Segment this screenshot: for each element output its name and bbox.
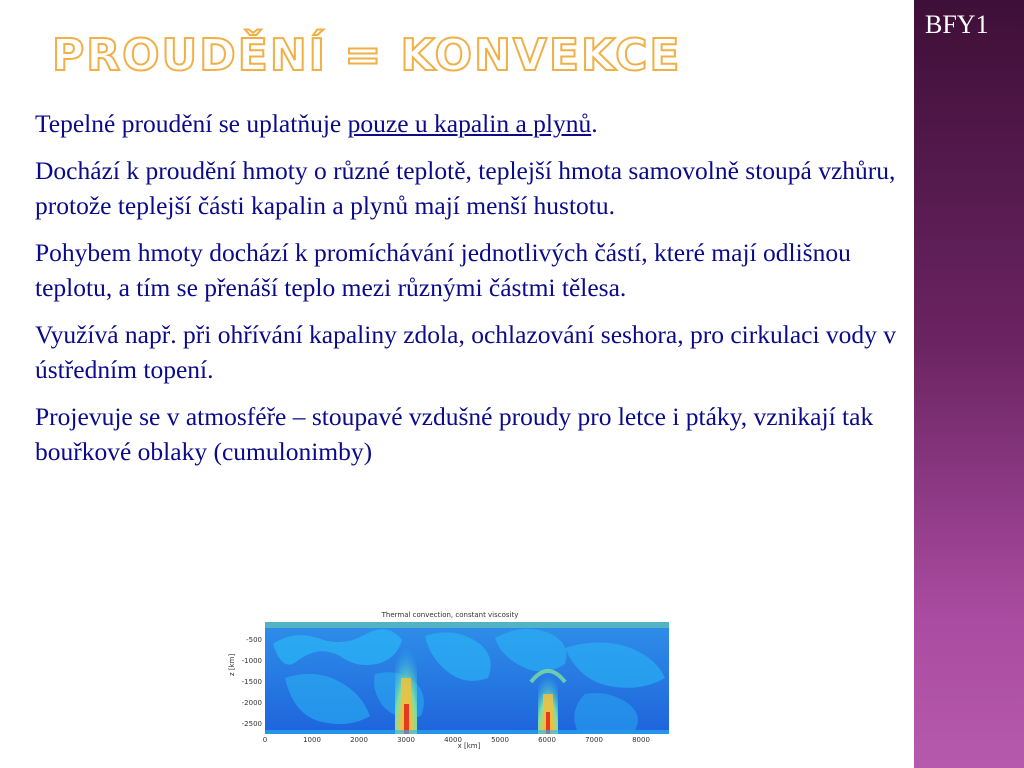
x-tick-label: 6000 [538,736,556,744]
figure-title: Thermal convection, constant viscosity [381,611,519,619]
y-tick-label: -2500 [241,720,262,728]
plot-area [265,622,669,734]
y-tick-label: -2000 [241,699,262,707]
course-code: BFY1 [925,10,989,39]
x-tick-label: 7000 [585,736,603,744]
x-tick-label: 3000 [397,736,415,744]
y-axis-label: z [km] [228,653,236,676]
x-tick-label: 5000 [491,736,509,744]
x-tick-label: 1000 [303,736,321,744]
paragraph-1-suffix: . [591,109,598,138]
convection-figure [225,608,675,750]
slide-body [35,106,910,481]
paragraph-1-prefix: Tepelné proudění se uplatňuje [35,109,348,138]
paragraph-5: Projevuje se v atmosféře – stoupavé vzdušné proudy pro letce i ptáky, vznikají tak bouřkové oblaky (cumulonimby) [35,402,874,466]
y-axis [242,636,262,728]
y-tick-label: -1500 [241,678,262,686]
x-tick-label: 8000 [632,736,650,744]
y-tick-label: -1000 [241,657,262,665]
x-axis [263,736,650,744]
paragraph-3: Pohybem hmoty dochází k promíchávání jednotlivých částí, které mají odlišnou teplotu, a tím se přenáší teplo mezi různými částmi tělesa. [35,238,851,302]
x-tick-label: 0 [262,736,268,744]
paragraph-1 [35,106,910,141]
decorative-sidebar [912,0,1024,768]
x-tick-label: 4000 [444,736,462,744]
x-axis-label: x [km] [457,742,481,750]
paragraph-2: Dochází k proudění hmoty o různé teplotě, teplejší hmota samovolně stoupá vzhůru, protože teplejší části kapalin a plynů mají menší hustotu. [35,156,896,220]
slide-title: PROUDĚNÍ = KONVEKCE [52,30,682,81]
paragraph-4: Využívá např. při ohřívání kapaliny zdola, ochlazování seshora, pro cirkulaci vody v ústředním topení. [35,320,897,384]
x-tick-label: 2000 [350,736,368,744]
y-tick-label: -500 [246,636,262,644]
paragraph-1-underlined: pouze u kapalin a plynů [347,109,592,138]
